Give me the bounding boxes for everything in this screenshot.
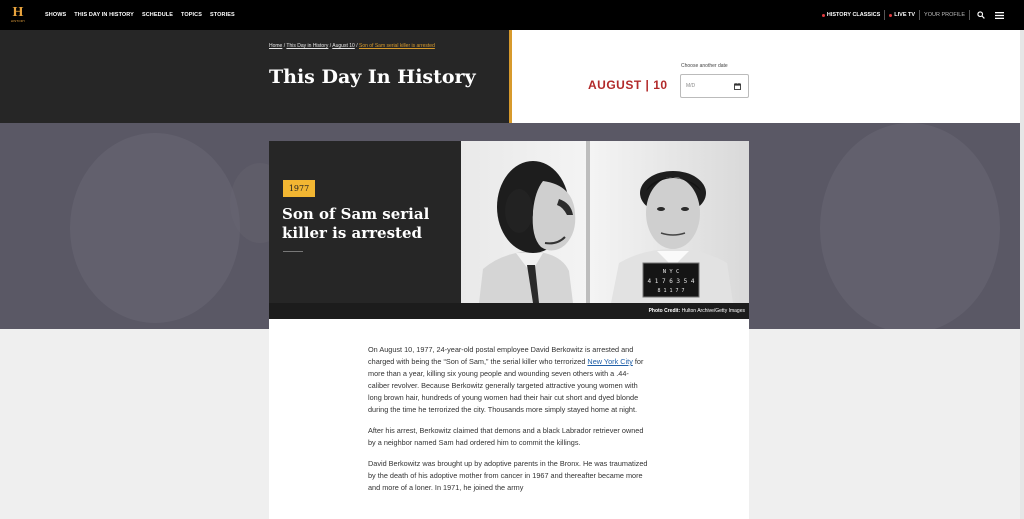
menu-icon[interactable]	[992, 8, 1006, 22]
history-classics-label: HISTORY CLASSICS	[826, 12, 881, 18]
calendar-icon	[734, 83, 741, 90]
article-body	[368, 344, 650, 503]
photo-caption-bar	[269, 303, 749, 319]
live-tv-link[interactable]	[885, 12, 919, 18]
your-profile-link[interactable]: YOUR PROFILE	[924, 12, 965, 18]
current-date-label: AUGUST | 10	[588, 78, 668, 92]
nav-topics[interactable]: TOPICS	[181, 12, 202, 18]
nav-this-day-in-history[interactable]: THIS DAY IN HISTORY	[74, 12, 134, 18]
live-dot-icon	[889, 14, 892, 17]
history-classics-link[interactable]	[818, 12, 884, 18]
live-dot-icon	[822, 14, 825, 17]
live-tv-label: LIVE TV	[894, 12, 916, 18]
hero-photo	[461, 141, 749, 303]
photo-credit	[649, 308, 745, 314]
date-picker-input[interactable]	[680, 74, 749, 98]
title-divider	[283, 251, 303, 252]
new-york-city-link[interactable]: New York City	[587, 357, 633, 366]
hero-title: Son of Sam serial killer is arrested	[282, 205, 430, 242]
nav-schedule[interactable]: SCHEDULE	[141, 12, 174, 18]
placard-line2: 4 1 7 6 3 5 4	[647, 278, 695, 285]
nav-stories[interactable]: STORIES	[210, 12, 235, 18]
header-light-panel	[512, 30, 1020, 123]
photo-credit-label: Photo Credit:	[648, 308, 681, 314]
main-nav	[45, 12, 235, 18]
history-logo[interactable]	[11, 6, 25, 25]
nav-right	[818, 0, 1006, 30]
placard-line3: 8 1 1 7 7	[657, 288, 685, 294]
breadcrumb: Home / This Day in History / August 10 / Son of Sam serial killer is arrested	[269, 43, 435, 49]
article-text: On August 10, 1977, 24-year-old postal employee David Berkowitz is arrested and charged with being the “Son of Sam,” the serial killer who terrorized	[368, 345, 634, 366]
nav-divider	[969, 10, 970, 20]
date-placeholder: M/D	[686, 83, 696, 89]
article-paragraph	[368, 344, 650, 416]
article-text: for more than a year, killing six young people and wounding seven others with a .44-caliber revolver. Because Berkowitz generally targeted attractive young women with long brown hair, hundreds of young women had their hair cut short and dyed blonde during the time he terrorized the city. Thousands more simply stayed home at night.	[368, 357, 644, 414]
article-paragraph: After his arrest, Berkowitz claimed that demons and a black Labrador retriever owned by a neighbor named Sam had ordered him to commit the killings.	[368, 426, 644, 447]
page-title: This Day In History	[269, 66, 476, 88]
page-scrollbar[interactable]	[1020, 30, 1024, 519]
search-icon[interactable]	[974, 8, 988, 22]
breadcrumb-this-day[interactable]: This Day in History	[286, 43, 329, 49]
top-nav	[0, 0, 1024, 30]
year-badge: 1977	[283, 180, 315, 197]
placard-line1: N Y C	[662, 269, 680, 275]
breadcrumb-date[interactable]: August 10	[332, 43, 355, 49]
logo-sub: HISTORY	[10, 18, 26, 23]
choose-date-label: Choose another date	[681, 63, 728, 69]
photo-credit-source: Hulton Archive/Getty Images	[681, 308, 745, 314]
breadcrumb-home[interactable]: Home	[269, 43, 283, 49]
logo-letter: H	[12, 4, 24, 20]
breadcrumb-current[interactable]: Son of Sam serial killer is arrested	[358, 43, 435, 49]
nav-shows[interactable]: SHOWS	[45, 12, 67, 18]
article-paragraph: David Berkowitz was brought up by adoptive parents in the Bronx. He was traumatized by the death of his adoptive mother from cancer in 1967 and thereafter became more and more of a loner. In 1971, he joined the army	[368, 459, 648, 492]
